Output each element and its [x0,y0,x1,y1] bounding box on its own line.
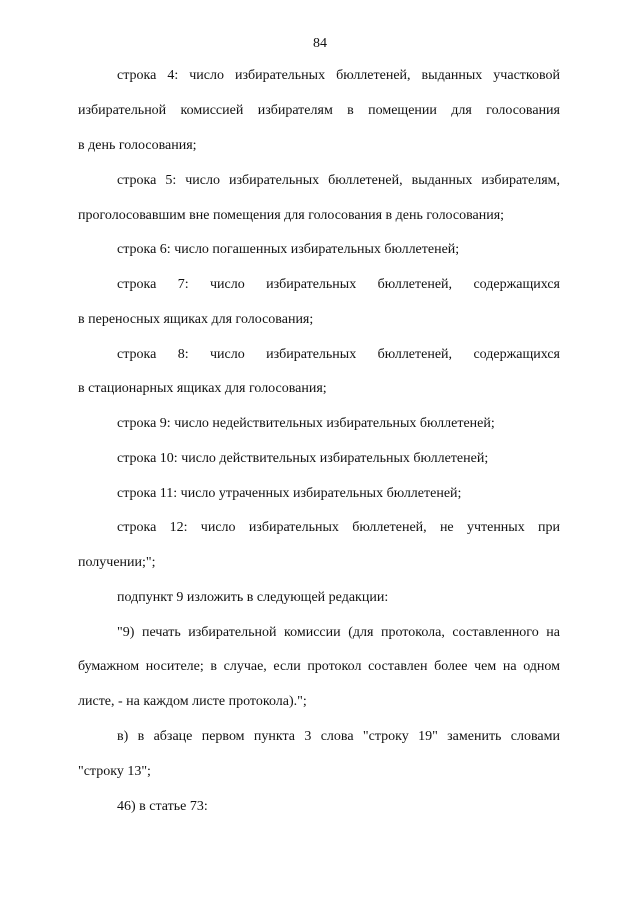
page-number: 84 [313,36,327,51]
text-line: строка 12: число избирательных бюллетеней, не учтенных при [117,520,560,535]
text-line: "строку 13"; [78,764,151,779]
text-line: получении;"; [78,555,156,570]
text-line: строка 10: число действительных избирательных бюллетеней; [117,451,489,466]
text-line: избирательной комиссией избирателям в помещении для голосования [78,103,560,118]
text-line: строка 8: число избирательных бюллетеней, содержащихся [117,347,560,362]
text-line: строка 7: число избирательных бюллетеней, содержащихся [117,277,560,292]
text-line: в переносных ящиках для голосования; [78,312,314,327]
text-line: проголосовавшим вне помещения для голосования в день голосования; [78,208,505,223]
text-line: подпункт 9 изложить в следующей редакции: [117,590,389,605]
text-line: строка 11: число утраченных избирательных бюллетеней; [117,486,462,501]
text-line: строка 6: число погашенных избирательных бюллетеней; [117,242,460,257]
text-line: "9) печать избирательной комиссии (для протокола, составленного на [117,625,560,640]
text-line: в день голосования; [78,138,197,153]
text-line: строка 9: число недействительных избирательных бюллетеней; [117,416,495,431]
text-line: строка 5: число избирательных бюллетеней, выданных избирателям, [117,173,560,188]
text-line: в стационарных ящиках для голосования; [78,381,327,396]
text-line: листе, - на каждом листе протокола)."; [78,694,307,709]
text-line: 46) в статье 73: [117,799,208,814]
text-line: бумажном носителе; в случае, если протокол составлен более чем на одном [78,659,560,674]
text-line: строка 4: число избирательных бюллетеней, выданных участковой [117,68,560,83]
text-line: в) в абзаце первом пункта 3 слова "строку 19" заменить словами [117,729,560,744]
